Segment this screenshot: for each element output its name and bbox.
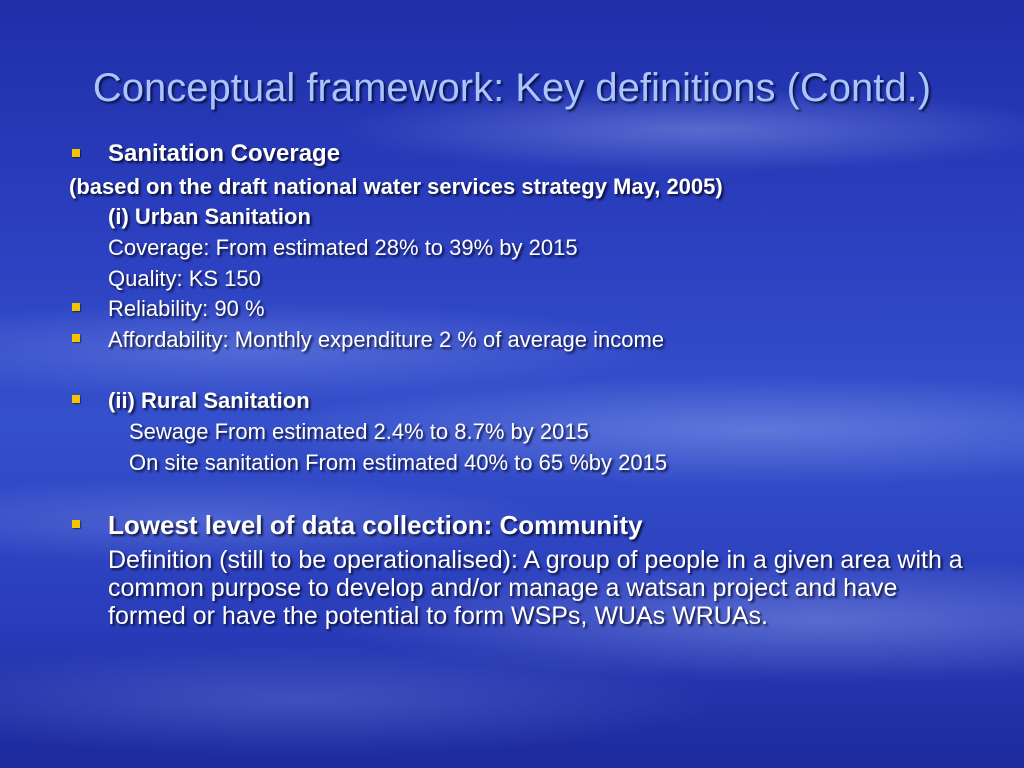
- slide-title: Conceptual framework: Key definitions (Contd.): [92, 66, 932, 110]
- urban-coverage-text: Coverage: From estimated 28% to 39% by 2015: [108, 235, 578, 260]
- square-bullet-icon: [72, 303, 80, 311]
- square-bullet-icon: [72, 149, 80, 157]
- square-bullet-icon: [72, 334, 80, 342]
- urban-sanitation-heading: (i) Urban Sanitation: [108, 204, 311, 229]
- reliability-text: Reliability: 90 %: [108, 296, 265, 321]
- lowest-level-heading: Lowest level of data collection: Community: [108, 510, 643, 540]
- based-on-note: (based on the draft national water services strategy May, 2005): [69, 174, 723, 199]
- quality-text: Quality: KS 150: [108, 266, 261, 291]
- on-site-text: On site sanitation From estimated 40% to 65 %by 2015: [129, 450, 668, 475]
- sewage-text: Sewage From estimated 2.4% to 8.7% by 2015: [129, 419, 589, 444]
- rural-sanitation-heading: (ii) Rural Sanitation: [108, 388, 310, 413]
- square-bullet-icon: [72, 520, 80, 528]
- sanitation-coverage-heading: Sanitation Coverage: [108, 140, 341, 167]
- community-definition: Definition (still to be operationalised): A group of people in a given area with a common purpose to develop and/or manage a watsan project and have formed or have the potential to form WSPs, WUAs WRUAs.: [108, 546, 963, 630]
- affordability-text: Affordability: Monthly expenditure 2 % of average income: [108, 327, 665, 352]
- square-bullet-icon: [72, 395, 80, 403]
